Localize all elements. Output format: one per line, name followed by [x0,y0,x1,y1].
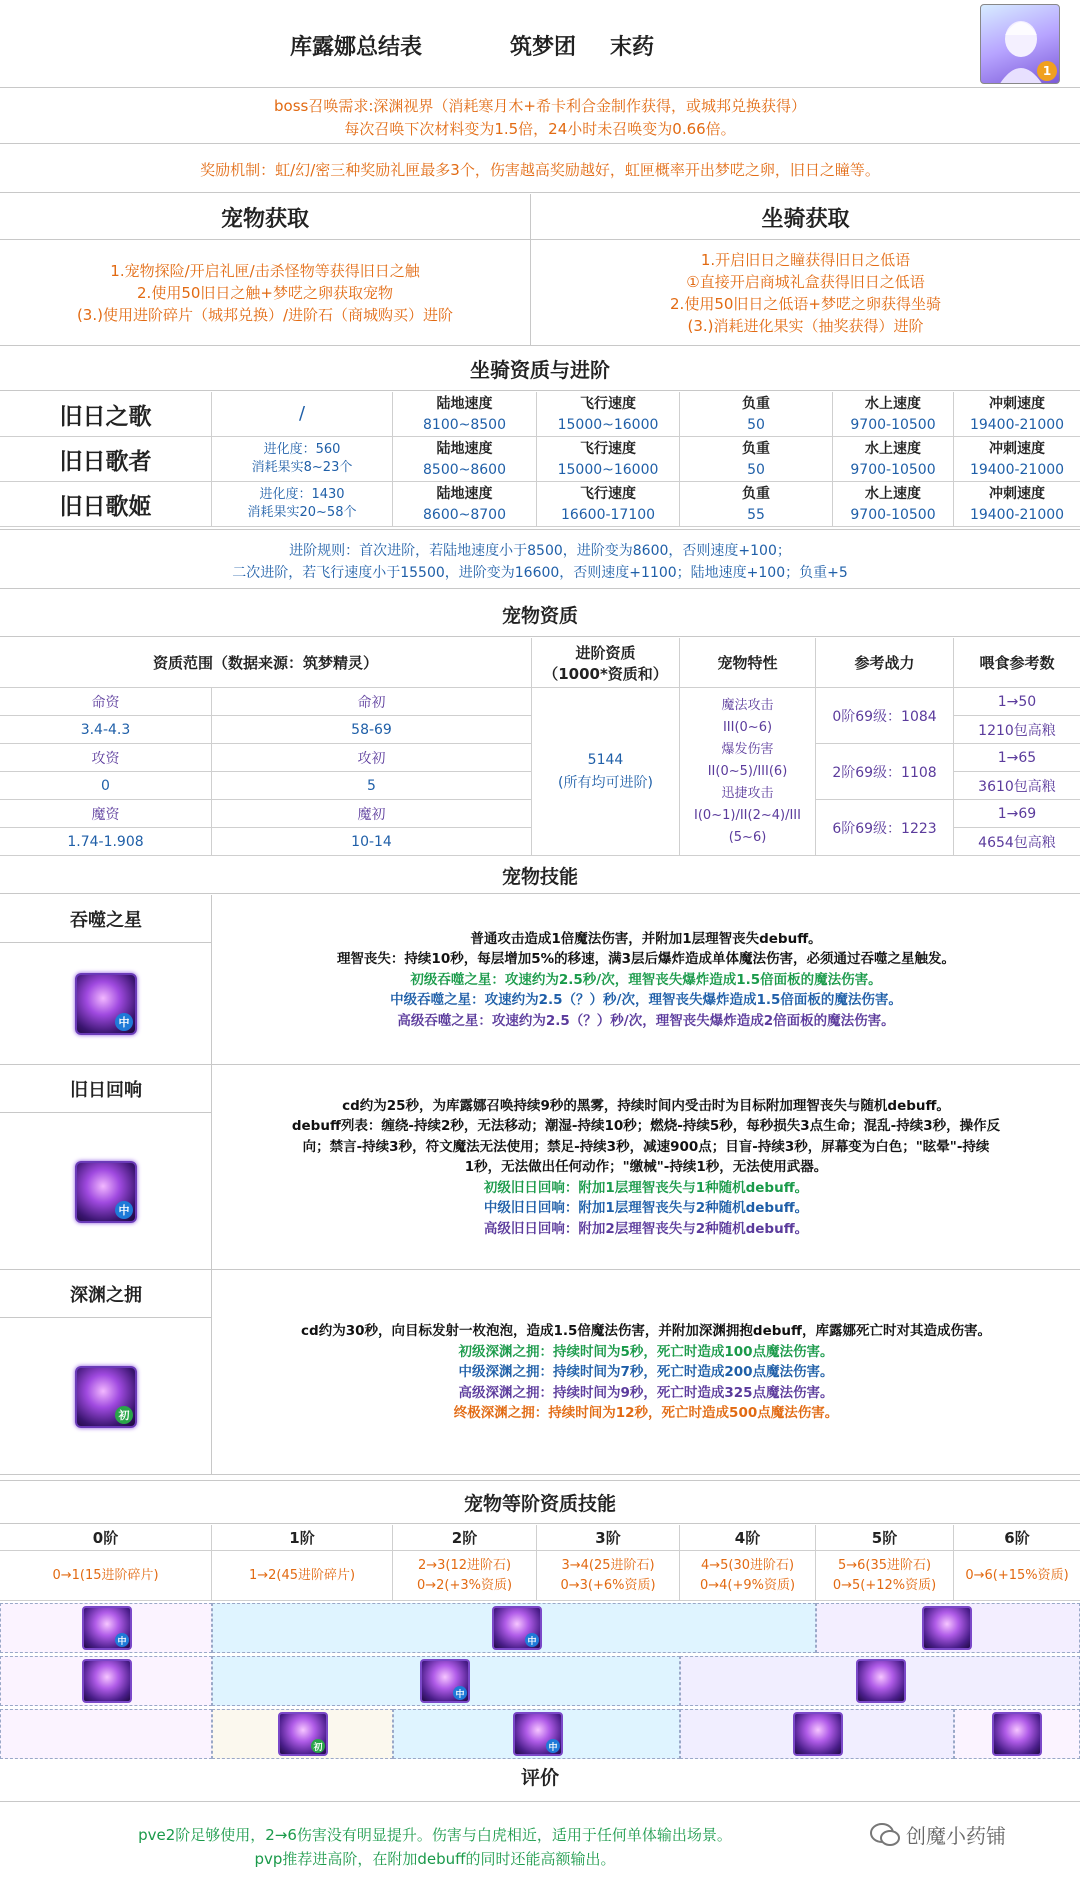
skill-description [212,1270,1080,1475]
pet-acquire-step: 1.宠物探险/开启礼匣/击杀怪物等获得旧日之触 [110,262,420,280]
evolution-cell [212,392,393,437]
skill-line: 高级旧日回响：附加2层理智丧失与2种随机debuff。 [483,1220,809,1237]
trait-line: (5~6) [728,829,767,845]
skill-name: 深渊之拥 [0,1270,212,1318]
speed-header: 水上速度 [833,437,954,459]
skill-line: 向；禁言-持续3秒，符文魔法无法使用；禁足-持续3秒，减速900点；目盲-持续3秒，屏幕变为白色；"眩晕"-持续 [302,1138,990,1155]
author-name: 末药 [610,35,655,60]
tier-skill-badge: 中 [453,1686,467,1700]
tier-cost [816,1551,954,1601]
tier-skill-icon [420,1659,470,1703]
speed-value: 19400-21000 [954,504,1080,527]
acquire-section [0,194,1080,346]
review-section [0,1752,1080,1887]
pet-acquire-title: 宠物获取 [220,207,309,232]
pet-acquire-step: 2.使用50旧日之触+梦呓之卵获取宠物 [137,284,393,302]
speed-value: 15000~16000 [537,414,680,437]
evolution-degree: / [298,403,306,424]
speed-header: 负重 [680,437,833,459]
skill-line: 中级旧日回响：附加1层理智丧失与2种随机debuff。 [483,1200,809,1217]
tier-skill-icon [278,1712,328,1756]
skill-row [0,895,1080,1065]
feed-value: 1→65 [954,744,1080,772]
speed-value: 15000~16000 [537,459,680,482]
reward-section [0,145,1080,193]
boss-section [0,89,1080,144]
advance-quality-value: 5144 [587,751,624,768]
skill-icon [75,1366,137,1428]
mount-form-name: 旧日歌者 [0,437,212,482]
skill-line: 初级吞噬之星：攻速约为2.5秒/次，理智丧失爆炸造成1.5倍面板的魔法伤害。 [410,971,882,988]
tier-skill-icon [922,1606,972,1650]
header-bar [0,0,1080,88]
skill-level-badge: 中 [115,1201,133,1219]
skill-line: cd约为25秒，为库露娜召唤持续9秒的黑雾，持续时间内受击时为目标附加理智丧失与随机debuff。 [342,1097,950,1114]
speed-header: 水上速度 [833,482,954,504]
skill-level-badge: 初 [115,1406,133,1424]
trait-line: I(0~1)/II(2~4)/III [694,807,801,823]
tier-stage: 0阶 [0,1525,212,1551]
tier-skill-icon [82,1659,132,1703]
speed-value: 16600-17100 [537,504,680,527]
skill-line: debuff列表：缠绕-持续2秒，无法移动；潮湿-持续10秒；燃烧-持续5秒，每秒损失3点生命；混乱-持续3秒，操作反 [291,1118,1001,1135]
speed-header: 负重 [680,392,833,414]
review-title: 评价 [0,1752,1080,1802]
skill-line: cd约为30秒，向目标发射一枚泡泡，造成1.5倍魔法伤害，并附加深渊拥抱debuff，库露娜死亡时对其造成伤害。 [301,1323,991,1340]
review-line-1: pve2阶足够使用，2→6伤害没有明显提升。伤害与白虎相近，适用于任何单体输出场景。 [138,1826,732,1844]
advance-quality-header: 进阶资质 （1000*资质和） [532,638,680,688]
avatar [980,4,1060,84]
skill-name: 吞噬之星 [0,895,212,943]
mount-acquire-step: 1.开启旧日之瞳获得旧日之低语 [700,251,911,269]
tier-stage: 6阶 [954,1525,1080,1551]
skill-line: 中级吞噬之星：攻速约为2.5（？）秒/次，理智丧失爆炸造成1.5倍面板的魔法伤害。 [390,992,902,1009]
skill-description [212,895,1080,1065]
tier-skill-icon [82,1606,132,1650]
speed-value: 50 [680,414,833,437]
tier-skill-icon [513,1712,563,1756]
skill-line: 高级深渊之拥：持续时间为9秒，死亡时造成325点魔法伤害。 [458,1384,834,1401]
speed-value: 9700-10500 [833,459,954,482]
skill-line: 终极深渊之拥：持续时间为12秒，死亡时造成500点魔法伤害。 [453,1405,839,1422]
skill-line: 高级吞噬之星：攻速约为2.5（？）秒/次，理智丧失爆炸造成2倍面板的魔法伤害。 [397,1012,895,1029]
tier-cost-main: 5→6(35进阶石) [837,1557,932,1573]
feed-value: 4654包高粮 [954,828,1080,856]
speed-value: 50 [680,459,833,482]
range-header: 资质范围（数据来源：筑梦精灵） [0,638,532,688]
pet-acquire-list [0,260,530,326]
tier-skill-icon [492,1606,542,1650]
tier-cost [212,1551,393,1601]
boss-line-2: 每次召唤下次材料变为1.5倍，24小时未召唤变为0.66倍。 [344,120,736,138]
speed-header: 飞行速度 [537,482,680,504]
skill-name: 旧日回响 [0,1065,212,1113]
boss-line-1: boss召唤需求:深渊视界（消耗寒月木+希卡利合金制作获得，或城邦兑换获得） [274,97,806,115]
skill-line: 理智丧失：持续10秒，每层增加5%的移速，满3层后爆炸造成单体魔法伤害，必须通过吞噬之星触发。 [336,951,956,968]
tier-cost-main: 2→3(12进阶石) [417,1557,512,1573]
speed-value: 55 [680,504,833,527]
skill-row [0,1065,1080,1270]
tier-stage: 1阶 [212,1525,393,1551]
advance-rules [0,529,1080,589]
advance-rule-1: 进阶规则：首次进阶，若陆地速度小于8500，进阶变为8600，否则速度+100； [289,543,791,559]
feed-value: 1210包高粮 [954,716,1080,744]
tier-cost-main: 0→6(+15%资质) [965,1567,1069,1583]
feed-grid [954,688,1080,856]
stat-label-b: 5 [212,772,532,800]
evolution-cell [212,482,393,527]
speed-header: 冲刺速度 [989,441,1045,457]
skill-level-badge: 中 [115,1013,133,1031]
mount-acquire-step: (3.)消耗进化果实（抽奖获得）进阶 [687,317,924,335]
tier-cost [393,1551,537,1601]
stat-label-a: 攻资 [0,744,212,772]
feed-value: 1→69 [954,800,1080,828]
page-title: 库露娜总结表 [290,35,423,60]
mount-form-name: 旧日之歌 [0,392,212,437]
stat-label-b: 命初 [212,688,532,716]
mount-quality-section [0,347,1080,590]
skill-left [0,895,212,1065]
skill-icon [75,973,137,1035]
pet-quality-section [0,592,1080,857]
skill-description [212,1065,1080,1270]
speed-value: 9700-10500 [833,504,954,527]
tier-skill-badge: 中 [546,1739,560,1753]
stat-label-a: 1.74-1.908 [0,828,212,856]
stat-label-a: 魔资 [0,800,212,828]
skill-row [0,1270,1080,1475]
stat-label-a: 命资 [0,688,212,716]
tier-stage: 5阶 [816,1525,954,1551]
tier-cost-bonus: 0→3(+6%资质) [560,1577,656,1593]
advance-quality-note: (所有均可进阶) [558,774,653,791]
power-2: 2阶69级：1108 [816,744,954,800]
mount-acquire-list [531,249,1080,337]
trait-line: III(0~6) [722,719,773,735]
skill-line: 初级旧日回响：附加1层理智丧失与1种随机debuff。 [483,1179,809,1196]
trait-cell [680,688,816,856]
power-0: 0阶69级：1084 [816,688,954,744]
speed-value: 8600~8700 [393,504,537,527]
tier-stage: 3阶 [537,1525,680,1551]
trait-line: 迅捷攻击 [721,785,774,801]
tier-skill-icon [992,1712,1042,1756]
skill-line: 普通攻击造成1倍魔法伤害，并附加1层理智丧失debuff。 [470,930,822,947]
speed-value: 19400-21000 [954,414,1080,437]
tier-cost [954,1551,1080,1601]
mount-form-name: 旧日歌姬 [0,482,212,527]
skill-line: 中级深渊之拥：持续时间为7秒，死亡时造成200点魔法伤害。 [458,1364,834,1381]
power-header: 参考战力 [816,638,954,688]
skills-section [0,858,1080,1478]
stat-label-a: 0 [0,772,212,800]
mount-quality-table [0,392,1080,527]
speed-header: 飞行速度 [537,392,680,414]
stat-label-b: 10-14 [212,828,532,856]
team-name: 筑梦团 [510,35,577,60]
pet-acquire-step: (3.)使用进阶碎片（城邦兑换）/进阶石（商城购买）进阶 [76,306,454,324]
feed-header: 喂食参考数 [954,638,1080,688]
speed-value: 9700-10500 [833,414,954,437]
speed-header: 水上速度 [833,392,954,414]
speed-header: 陆地速度 [393,437,537,459]
evolution-degree: 进化度：560 [263,442,341,457]
tier-cost [537,1551,680,1601]
trait-line: 魔法攻击 [721,697,774,713]
pet-quality-title: 宠物资质 [0,592,1080,637]
watermark [870,1820,1006,1849]
skills-title: 宠物技能 [0,858,1080,894]
stat-label-a: 3.4-4.3 [0,716,212,744]
evolution-degree: 进化度：1430 [259,487,345,502]
tiers-title: 宠物等阶资质技能 [0,1480,1080,1524]
tier-skill-icon [856,1659,906,1703]
power-6: 6阶69级：1223 [816,800,954,856]
tier-skill-icon [793,1712,843,1756]
tier-skill-badge: 中 [525,1633,539,1647]
speed-value: 8500~8600 [393,459,537,482]
reward-line: 奖励机制：虹/幻/密三种奖励礼匣最多3个，伤害越高奖励越好，虹匣概率开出梦呓之卵，旧日之瞳等。 [200,161,880,179]
speed-header: 负重 [680,482,833,504]
speed-header: 冲刺速度 [989,396,1045,412]
speed-header: 陆地速度 [393,482,537,504]
tier-skill-badge: 中 [115,1633,129,1647]
stat-label-b: 魔初 [212,800,532,828]
speed-header: 飞行速度 [537,437,680,459]
mount-acquire-step: 2.使用50旧日之低语+梦呓之卵获得坐骑 [670,295,941,313]
stat-label-b: 58-69 [212,716,532,744]
speed-header: 冲刺速度 [989,486,1045,502]
tier-cost-bonus: 0→4(+9%资质) [699,1577,796,1593]
feed-value: 1→50 [954,688,1080,716]
trait-line: II(0~5)/III(6) [707,763,788,779]
tier-stage: 4阶 [680,1525,816,1551]
tiers-section [0,1480,1080,1753]
trait-header: 宠物特性 [680,638,816,688]
tier-cost [0,1551,212,1601]
stat-label-b: 攻初 [212,744,532,772]
tier-cost-main: 0→1(15进阶碎片) [52,1567,159,1583]
skill-left [0,1270,212,1475]
advance-quality-cell [532,688,680,856]
speed-value: 19400-21000 [954,459,1080,482]
skill-line: 初级深渊之拥：持续时间为5秒，死亡时造成100点魔法伤害。 [458,1343,834,1360]
speed-header: 陆地速度 [393,392,537,414]
tier-cost-bonus: 0→5(+12%资质) [832,1577,937,1593]
tier-cost-main: 1→2(45进阶碎片) [248,1567,356,1583]
mount-acquire-title: 坐骑获取 [761,207,850,232]
tier-stage: 2阶 [393,1525,537,1551]
skill-line: 1秒，无法做出任何动作；"缴械"-持续1秒，无法使用武器。 [464,1159,828,1176]
avatar-badge: 1 [1037,61,1057,81]
review-line-2: pvp推荐进高阶，在附加debuff的同时还能高额输出。 [254,1850,616,1868]
skill-icon [75,1161,137,1223]
stat-grid [0,688,532,856]
speed-value: 8100~8500 [393,414,537,437]
advance-rule-2: 二次进阶，若飞行速度小于15500，进阶变为16600，否则速度+1100；陆地速度+100；负重+5 [232,565,848,581]
watermark-text: 创魔小药铺 [906,1824,1006,1848]
mount-quality-title: 坐骑资质与进阶 [0,347,1080,391]
skill-left [0,1065,212,1270]
trait-line: 爆发伤害 [721,741,774,757]
tier-cost-bonus: 0→2(+3%资质) [416,1577,513,1593]
wechat-icon [870,1822,900,1848]
fruit-cost: 消耗果实8~23个 [251,460,353,475]
feed-value: 3610包高粮 [954,772,1080,800]
tier-skill-badge: 初 [311,1739,325,1753]
tier-cost [680,1551,816,1601]
tier-cost-main: 4→5(30进阶石) [700,1557,795,1573]
tier-cost-main: 3→4(25进阶石) [561,1557,655,1573]
mount-acquire-step: ①直接开启商城礼盒获得旧日之低语 [686,273,925,291]
fruit-cost: 消耗果实20~58个 [247,505,357,520]
evolution-cell [212,437,393,482]
